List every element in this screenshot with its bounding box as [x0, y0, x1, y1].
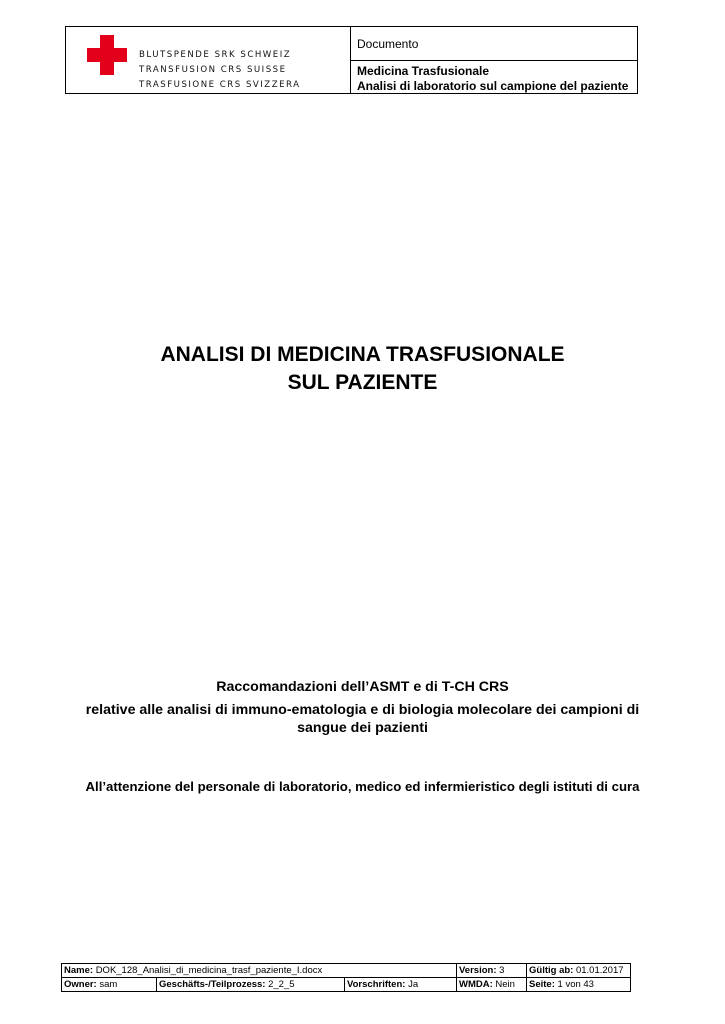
footer-owner-value: sam [99, 978, 118, 990]
page-title-line2: SUL PAZIENTE [287, 371, 438, 394]
footer-page-label: Seite: [529, 978, 555, 990]
footer-page-cell [527, 978, 631, 992]
document-subject [357, 64, 628, 94]
footer-wmda-label: WMDA: [459, 978, 493, 990]
recommendation-line2: relative alle analisi di immuno-ematologia e di biologia molecolare dei campioni di [85, 702, 640, 718]
footer-version-value: 3 [499, 964, 505, 976]
footer-name-label: Name: [64, 964, 94, 976]
document-subject-line2: Analisi di laboratorio sul campione del paziente [357, 79, 629, 93]
footer-process-label: Geschäfts-/Teilprozess: [159, 978, 266, 990]
org-line-german: BLUTSPENDE SRK SCHWEIZ [139, 50, 292, 60]
footer-owner-label: Owner: [64, 978, 97, 990]
footer-process-value: 2_2_5 [268, 978, 295, 990]
organization-name [139, 48, 301, 93]
recommendation-line1: Raccomandazioni dell’ASMT e di T-CH CRS [216, 679, 509, 695]
footer-rules-cell [345, 978, 457, 992]
recommendation-subtitle [0, 678, 725, 737]
footer-row-1 [62, 964, 631, 978]
org-line-italian: TRASFUSIONE CRS SVIZZERA [139, 80, 301, 90]
recommendation-line3: sangue dei pazienti [297, 720, 428, 736]
page-title [0, 341, 725, 397]
footer-rules-label: Vorschriften: [347, 978, 406, 990]
footer-wmda-value: Nein [495, 978, 515, 990]
org-line-french: TRANSFUSION CRS SUISSE [139, 65, 287, 75]
document-footer-table [61, 963, 631, 992]
footer-version-label: Version: [459, 964, 497, 976]
footer-owner-cell [62, 978, 157, 992]
footer-version-cell [457, 964, 527, 978]
document-info-cell [350, 27, 637, 93]
footer-rules-value: Ja [408, 978, 419, 990]
footer-wmda-cell [457, 978, 527, 992]
footer-valid-value: 01.01.2017 [575, 964, 624, 976]
footer-valid-label: Gültig ab: [529, 964, 574, 976]
organization-logo [66, 27, 350, 93]
document-header [65, 26, 638, 94]
footer-process-cell [157, 978, 345, 992]
footer-row-2 [62, 978, 631, 992]
page-title-line1: ANALISI DI MEDICINA TRASFUSIONALE [160, 343, 565, 366]
footer-name-cell [62, 964, 457, 978]
red-cross-icon [87, 35, 127, 75]
footer-page-value: 1 von 43 [557, 978, 594, 990]
footer-name-value: DOK_128_Analisi_di_medicina_trasf_paziente_I.docx [95, 964, 323, 976]
footer-valid-cell [527, 964, 631, 978]
document-type-label: Documento [351, 27, 637, 61]
document-subject-line1: Medicina Trasfusionale [357, 64, 490, 78]
audience-note: All’attenzione del personale di laboratorio, medico ed infermieristico degli istituti di cura [85, 779, 640, 794]
